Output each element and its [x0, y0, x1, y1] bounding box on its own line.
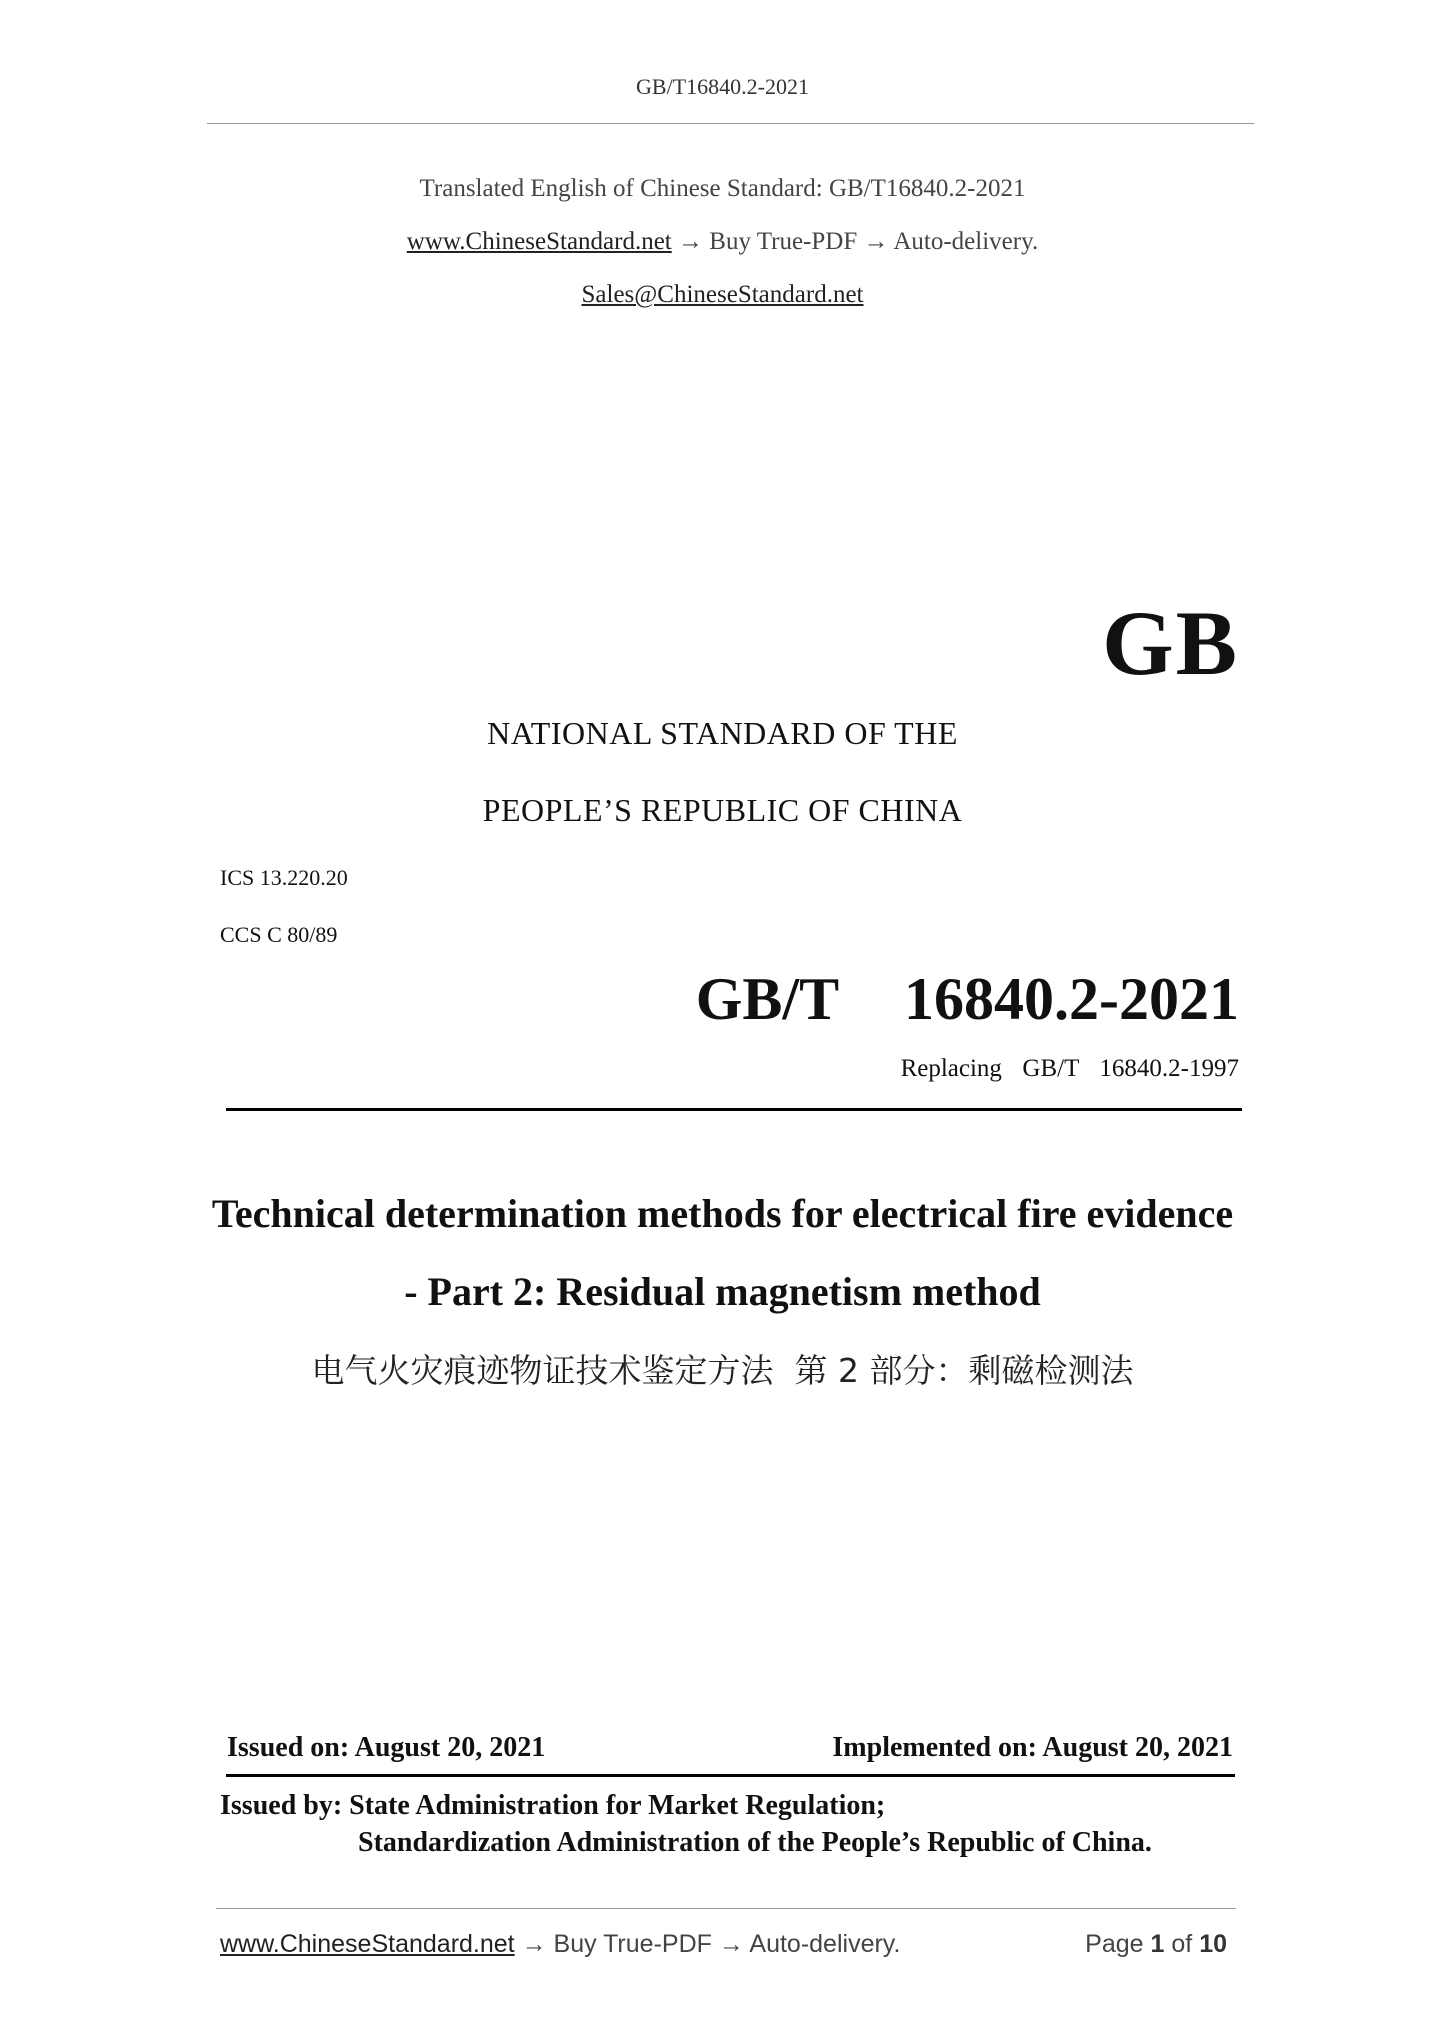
implemented-on-date: Implemented on: August 20, 2021	[832, 1732, 1233, 1763]
national-standard-line-2: PEOPLE’S REPUBLIC OF CHINA	[482, 792, 963, 828]
site-link[interactable]: www.ChineseStandard.net	[406, 228, 672, 255]
page-total: 10	[1199, 1930, 1227, 1958]
issued-on-date: Issued on: August 20, 2021	[227, 1732, 546, 1763]
sales-email-link[interactable]: Sales@ChineseStandard.net	[581, 281, 864, 308]
english-title-line-2: - Part 2: Residual magnetism method	[404, 1269, 1041, 1314]
standard-number-divider	[226, 1108, 1242, 1111]
issued-by-line-1: Issued by: State Administration for Market Regulation;	[220, 1790, 886, 1821]
page-indicator	[1085, 1930, 1227, 1959]
page-of-label: of	[1171, 1930, 1193, 1958]
ccs-code: CCS C 80/89	[220, 922, 338, 947]
page-current: 1	[1150, 1930, 1165, 1958]
replacing-note: Replacing GB/T 16840.2-1997	[900, 1055, 1239, 1082]
footer-divider	[216, 1908, 1236, 1909]
issued-by-line-2: Standardization Administration of the People’s Republic of China.	[358, 1827, 1152, 1858]
ics-code: ICS 13.220.20	[220, 865, 348, 890]
buy-text: → Buy True-PDF → Auto-delivery.	[671, 228, 1039, 255]
footer-site-link[interactable]: www.ChineseStandard.net	[220, 1930, 515, 1958]
footer-buy-text: → Buy True-PDF → Auto-delivery.	[514, 1930, 901, 1958]
english-title-line-1: Technical determination methods for electrical fire evidence	[211, 1191, 1234, 1236]
standard-number: GB/T 16840.2-2021	[695, 966, 1239, 1032]
translated-notice: Translated English of Chinese Standard: GB/T16840.2-2021	[419, 175, 1026, 202]
page-label: Page	[1085, 1930, 1144, 1958]
gb-logo: GB	[1102, 592, 1239, 694]
chinese-title: 电气火灾痕迹物证技术鉴定方法 第 2 部分：剩磁检测法	[311, 1351, 1134, 1390]
footer-purchase-line	[220, 1930, 900, 1959]
header-standard-code: GB/T16840.2-2021	[636, 74, 809, 99]
header-divider	[207, 123, 1254, 124]
national-standard-line-1: NATIONAL STANDARD OF THE	[487, 715, 958, 751]
dates-divider	[226, 1774, 1235, 1777]
sales-line	[0, 281, 1445, 309]
purchase-line	[0, 228, 1445, 256]
